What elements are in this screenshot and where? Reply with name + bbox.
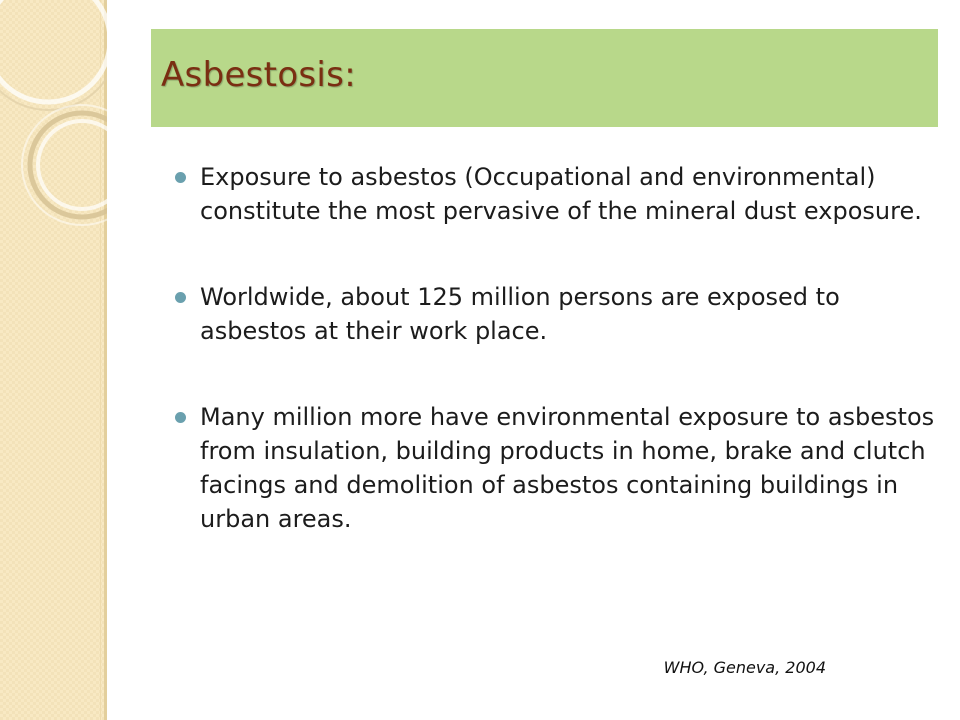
decorative-rings xyxy=(0,0,107,720)
bullet-text: Many million more have environmental exposure to asbestos from insulation, building products in home, brake and clutch facings and demolition of asbestos containing buildings in urban areas. xyxy=(200,403,935,533)
bullet-text: Worldwide, about 125 million persons are exposed to asbestos at their work place. xyxy=(200,283,840,345)
bullet-text: Exposure to asbestos (Occupational and environmental) constitute the most pervasive of the mineral dust exposure. xyxy=(200,163,922,225)
bullet-list xyxy=(170,160,940,588)
citation: WHO, Geneva, 2004 xyxy=(663,658,826,677)
bullet-icon xyxy=(175,172,186,183)
bullet-icon xyxy=(175,412,186,423)
bullet-item xyxy=(170,400,940,536)
bullet-item xyxy=(170,280,940,348)
bullet-item xyxy=(170,160,940,228)
bullet-icon xyxy=(175,292,186,303)
slide-title: Asbestosis: xyxy=(161,55,356,95)
